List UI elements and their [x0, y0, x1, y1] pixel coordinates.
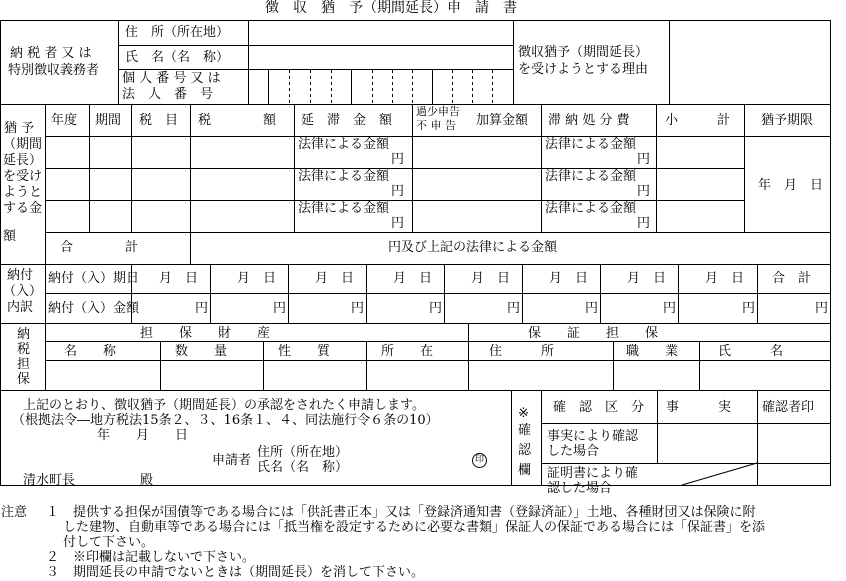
- col-underreport: 過少申告: [416, 105, 460, 118]
- payment-date-3: 月 日: [315, 271, 355, 286]
- payment-date-label: 納付（入）期日: [48, 271, 140, 286]
- deferral-side-4: を受け: [3, 169, 43, 184]
- note-1-line2: した建物、自動車等である場合には「抵当権を設定するために必要な書類」保証人の保証である場合には「保証書」を添: [63, 520, 766, 535]
- reason-label-line1: 徴収猶予（期間延長）: [518, 45, 649, 60]
- due-date-value: 年 月 日: [758, 178, 824, 193]
- note-1-line1: 提供する担保が国債等である場合には「供託書正本」又は「登録済通知書（登録済証）」土地、各種財団又は保険に附: [73, 505, 756, 520]
- application-date: 年 月 日: [97, 428, 189, 443]
- disp-law-yen-2: 円: [637, 184, 651, 199]
- note-1-line3: 付して下さい。: [63, 535, 155, 550]
- applicant-address-label: 住所（所在地）: [257, 445, 349, 460]
- disp-law-yen-1: 円: [637, 152, 651, 167]
- address-label: 住 所（所在地）: [125, 25, 230, 40]
- deferral-side-3: 延長）: [3, 153, 43, 168]
- col-due-date: 猶予期限: [761, 113, 814, 128]
- personal-number-label-line2: 法 人 番 号: [122, 87, 214, 102]
- col-guarantor-address: 住 所: [489, 344, 555, 359]
- collateral-side-2: 税: [17, 342, 31, 357]
- fact-header: 事 実: [666, 400, 732, 415]
- confirm-side-4: 欄: [518, 463, 532, 478]
- payment-date-2: 月 日: [237, 271, 277, 286]
- payment-amount-label: 納付（入）金額: [48, 301, 140, 316]
- total-note: 円及び上記の法律による金額: [388, 240, 558, 255]
- confirm-category-header: 確 認 区 分: [553, 400, 645, 415]
- total-label: 合 計: [60, 240, 139, 255]
- col-subtotal: 小 計: [665, 113, 731, 128]
- col-nature: 性 質: [278, 344, 331, 359]
- deferral-side-2: （期間: [3, 137, 43, 152]
- payment-yen-4: 円: [429, 301, 443, 316]
- taxpayer-label-line1: 納 税 者 又 は: [10, 46, 92, 61]
- col-location: 所 在: [381, 344, 434, 359]
- payment-date-5: 月 日: [471, 271, 511, 286]
- payment-yen-1: 円: [195, 301, 209, 316]
- payment-date-6: 月 日: [549, 271, 589, 286]
- application-statement: 上記のとおり、徴収猶予（期間延長）の承認をされたく申請します。: [23, 398, 425, 413]
- applicant-name-label: 氏名（名 称）: [257, 460, 349, 475]
- deferral-side-1: 猶 予: [4, 121, 35, 136]
- payment-date-8: 月 日: [705, 271, 745, 286]
- note-2-number: ２: [46, 550, 60, 565]
- payment-yen-7: 円: [663, 301, 677, 316]
- notes-label: 注意: [1, 505, 28, 520]
- confirm-side-2: 確: [518, 423, 532, 438]
- col-disposition-cost: 滞 納 処 分 費: [548, 113, 630, 128]
- deferral-side-7: 額: [3, 229, 17, 244]
- disp-law-amount-1: 法律による金額: [545, 137, 637, 152]
- personal-number-label-line1: 個 人 番 号 又 は: [122, 71, 221, 86]
- guarantor-title: 保 証 担 保: [528, 326, 659, 341]
- col-nonreport: 不 申 告: [416, 119, 456, 132]
- col-tax-item: 税 目: [139, 113, 179, 128]
- payment-date-4: 月 日: [393, 271, 433, 286]
- note-3: 期間延長の申請でないときは（期間延長）を消して下さい。: [73, 565, 425, 580]
- deferral-side-5: ようと: [3, 185, 43, 200]
- seal-mark: 印: [472, 453, 487, 468]
- installment-side-3: 内訳: [7, 300, 34, 315]
- applicant-label: 申請者: [212, 453, 252, 468]
- security-property-title: 担 保 財 産: [140, 326, 271, 341]
- taxpayer-label-line2: 特別徴収義務者: [8, 63, 100, 78]
- late-law-amount-2: 法律による金額: [298, 169, 390, 184]
- late-law-amount-3: 法律による金額: [298, 201, 390, 216]
- late-law-yen-2: 円: [391, 184, 405, 199]
- note-2: ※印欄は記載しないで下さい。: [73, 550, 256, 565]
- name-label: 氏 名（名 称）: [125, 50, 230, 65]
- confirm-side-1: ※: [518, 406, 529, 421]
- addressee: 清水町長 殿: [23, 473, 154, 488]
- col-additional-tax: 加算金額: [476, 113, 529, 128]
- disp-law-yen-3: 円: [637, 216, 651, 231]
- confirm-by-fact-line1: 事実により確認: [547, 429, 639, 444]
- payment-yen-2: 円: [273, 301, 287, 316]
- confirm-side-3: 認: [518, 443, 532, 458]
- note-3-number: ３: [46, 565, 60, 580]
- col-quantity: 数 量: [175, 344, 228, 359]
- payment-date-1: 月 日: [159, 271, 199, 286]
- page-title: 徴 収 猶 予（期間延長）申 請 書: [265, 0, 517, 16]
- legal-basis: （根拠法令―地方税法15条２、３、16条１、４、同法施行令６条の10）: [12, 413, 439, 428]
- late-law-yen-3: 円: [391, 216, 405, 231]
- payment-yen-5: 円: [507, 301, 521, 316]
- col-late-charge: 延 滞 金 額: [301, 113, 393, 128]
- late-law-yen-1: 円: [391, 152, 405, 167]
- col-year: 年度: [51, 113, 78, 128]
- col-guarantor-name: 氏 名: [718, 344, 784, 359]
- payment-total-label: 合 計: [772, 271, 812, 286]
- payment-yen-3: 円: [351, 301, 365, 316]
- collateral-side-3: 担: [17, 357, 31, 372]
- installment-side-1: 納付: [7, 268, 34, 283]
- collateral-side-1: 納: [17, 327, 31, 342]
- note-1-number: １: [46, 505, 60, 520]
- installment-side-2: （入）: [3, 284, 43, 299]
- confirm-by-certificate-line1: 証明書により確: [547, 466, 639, 481]
- deferral-side-6: する金: [3, 201, 43, 216]
- disp-law-amount-3: 法律による金額: [545, 201, 637, 216]
- payment-yen-total: 円: [815, 301, 829, 316]
- col-property-name: 名 称: [64, 344, 117, 359]
- col-period: 期間: [95, 113, 122, 128]
- payment-date-7: 月 日: [627, 271, 667, 286]
- late-law-amount-1: 法律による金額: [298, 137, 390, 152]
- payment-yen-8: 円: [742, 301, 756, 316]
- confirmer-seal-header: 確認者印: [762, 400, 815, 415]
- payment-yen-6: 円: [585, 301, 599, 316]
- col-occupation: 職 業: [626, 344, 679, 359]
- reason-label-line2: を受けようとする理由: [518, 62, 649, 77]
- confirm-by-certificate-line2: 認した場合: [547, 481, 613, 496]
- col-tax-amount: 税 額: [198, 113, 277, 128]
- collateral-side-4: 保: [17, 372, 31, 387]
- confirm-by-fact-line2: した場合: [547, 444, 600, 459]
- disp-law-amount-2: 法律による金額: [545, 169, 637, 184]
